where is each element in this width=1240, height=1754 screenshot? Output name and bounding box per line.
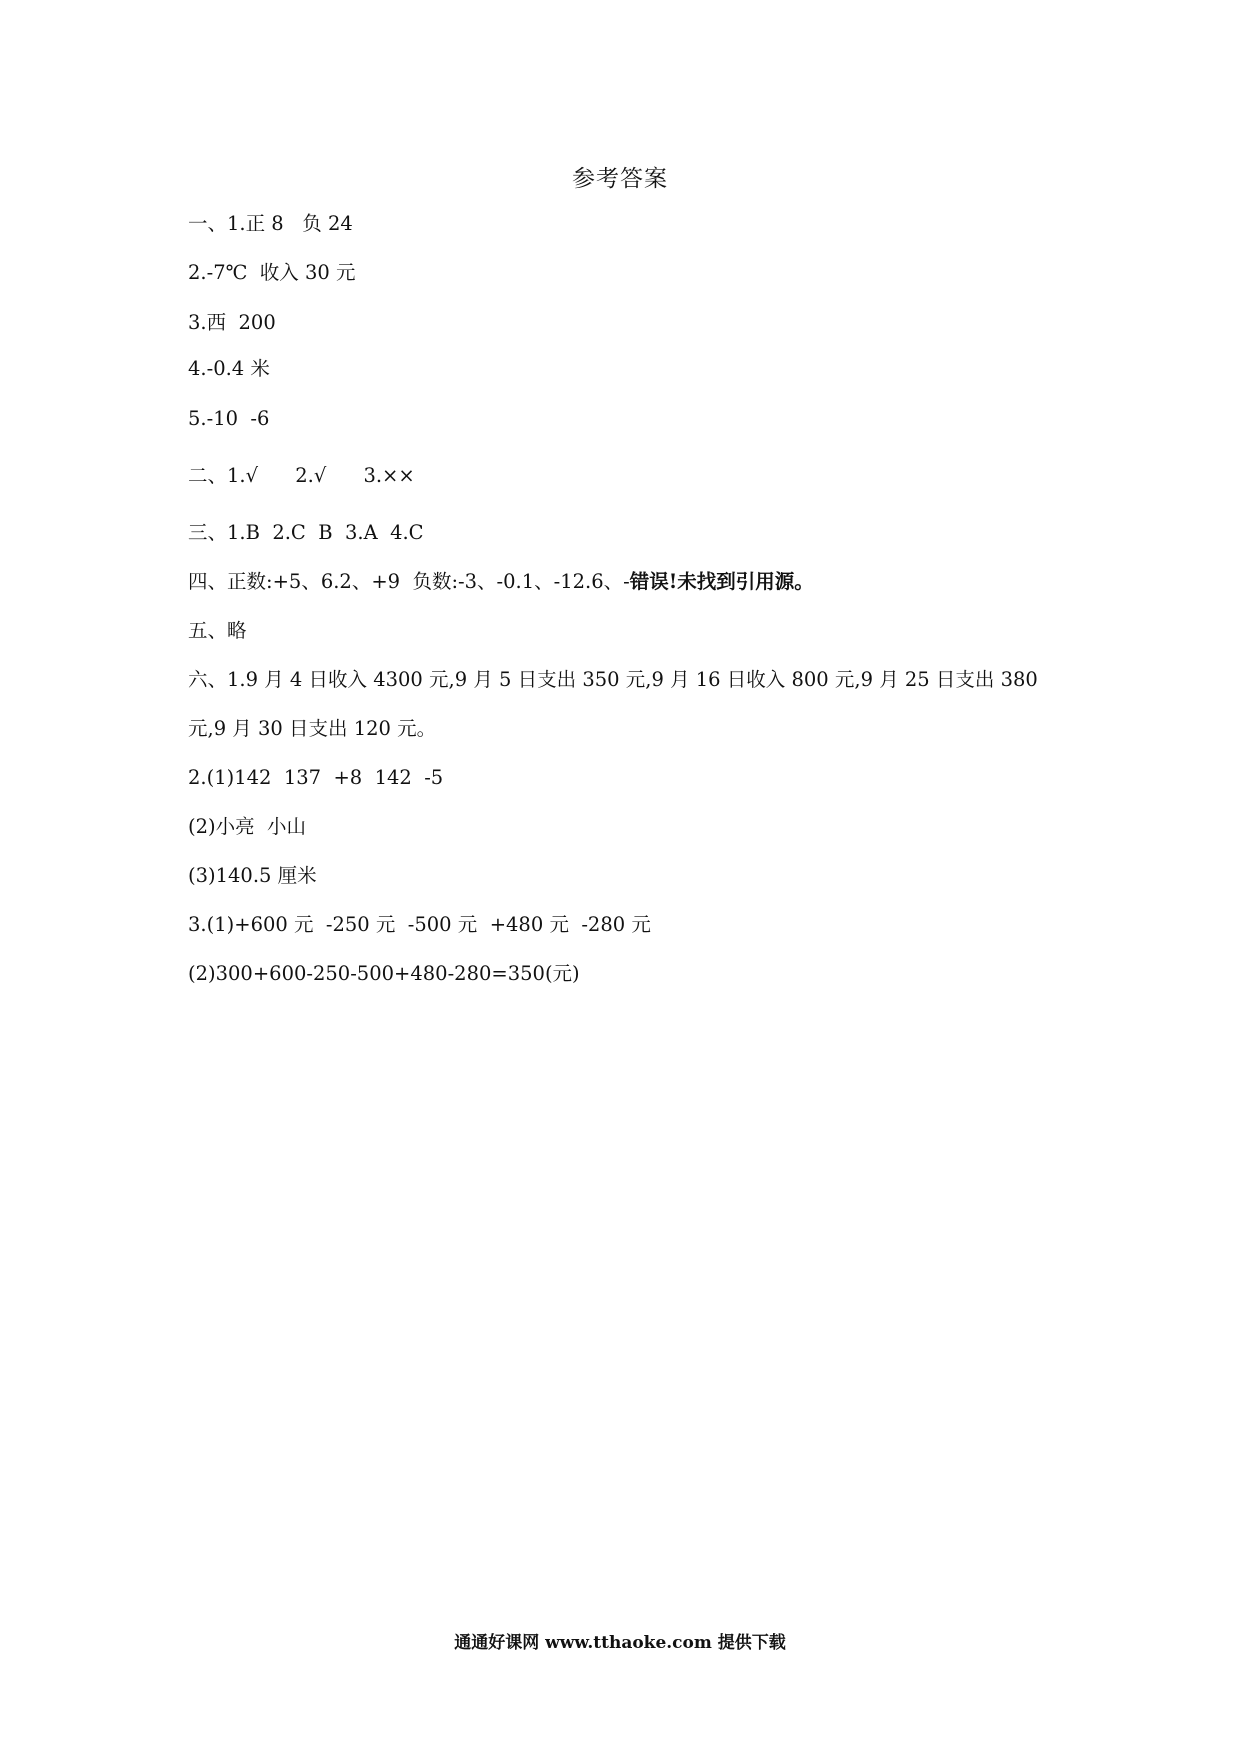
- answer-line-classify: [188, 568, 814, 596]
- answer-line-six-1b: 元,9 月 30 日支出 120 元。: [188, 717, 437, 740]
- answer-line-six-2-3: (3)140.5 厘米: [188, 864, 317, 887]
- answer-line-3: 3.西 200: [188, 311, 276, 334]
- answer-line-six-3-2: (2)300+600-250-500+480-280=350(元): [188, 962, 580, 985]
- answer-line-six-2-2: (2)小亮 小山: [188, 815, 307, 838]
- classify-text: 四、正数:+5、6.2、+9 负数:-3、-0.1、-12.6、-: [188, 570, 630, 593]
- answer-line-1: 一、1.正 8 负 24: [188, 212, 353, 235]
- answer-line-choice: 三、1.B 2.C B 3.A 4.C: [188, 521, 424, 544]
- answer-line-4: 4.-0.4 米: [188, 357, 270, 380]
- answer-line-2: 2.-7℃ 收入 30 元: [188, 261, 356, 284]
- answer-line-six-3-1: 3.(1)+600 元 -250 元 -500 元 +480 元 -280 元: [188, 913, 651, 936]
- footer-download-note: 通通好课网 www.tthaoke.com 提供下载: [454, 1633, 786, 1653]
- answer-line-judgement: 二、1.√ 2.√ 3.××: [188, 464, 415, 487]
- answer-line-six-2-1: 2.(1)142 137 +8 142 -5: [188, 766, 444, 789]
- answer-line-omitted: 五、略: [188, 619, 247, 642]
- answer-line-5: 5.-10 -6: [188, 407, 270, 430]
- answer-line-six-1a: 六、1.9 月 4 日收入 4300 元,9 月 5 日支出 350 元,9 月 16 日收入 800 元,9 月 25 日支出 380: [188, 668, 1038, 691]
- page-title: 参考答案: [572, 166, 668, 192]
- reference-error-text: 错误!未找到引用源。: [629, 570, 814, 593]
